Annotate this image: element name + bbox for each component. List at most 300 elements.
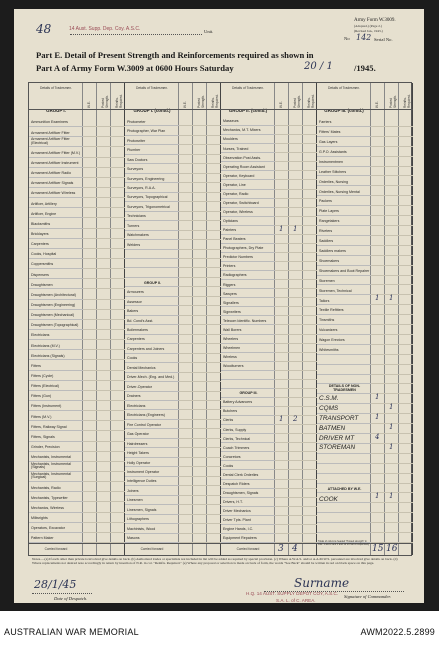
totals-label: Totals of columns headed "Posted strength" in cols. 1 and 2 and 1 and 12 of Part A respectively: [318, 540, 370, 546]
value-row-rule: [83, 400, 125, 401]
trade-row: [221, 144, 275, 153]
group-title: GROUP III. (contd.): [324, 108, 364, 113]
trade-name: Mechanics, M.T. Mixers: [223, 128, 261, 133]
value-row-rule: [371, 146, 413, 147]
trade-row: [317, 226, 371, 236]
trade-name: Fitters (Cycle): [31, 374, 54, 378]
trade-name: Riggers: [223, 282, 236, 287]
value-row-rule: [275, 406, 317, 407]
trade-row: [221, 434, 275, 443]
header-reinfts: Reinfts. Required.: [307, 94, 315, 108]
trade-row: [125, 117, 179, 126]
value-row-rule: [371, 483, 413, 484]
total-value: 15: [372, 544, 384, 554]
trade-row: [317, 305, 371, 315]
trade-name: Fitters, Signals: [31, 434, 55, 439]
value-row-rule: [179, 201, 221, 202]
trade-name: Saddlers makers: [319, 248, 346, 253]
trade-row: [317, 464, 371, 474]
trade-row: [29, 289, 83, 299]
value-row-rule: [275, 125, 317, 126]
trade-row: [221, 135, 275, 144]
trade-name: Leather Stitchers: [319, 169, 347, 174]
value-row-rule: [83, 339, 125, 340]
trade-name: Grinder, Precision: [31, 445, 60, 449]
trade-row: [29, 259, 83, 269]
trade-name: Telecom Identific. Numbers: [223, 318, 267, 323]
trade-row: [125, 268, 179, 277]
trade-row: [317, 503, 371, 513]
cook-we: 1: [375, 492, 380, 501]
trade-row: [125, 212, 179, 221]
value-row-rule: [275, 442, 317, 443]
trade-row: [125, 183, 179, 192]
footnotes: Notes.—(a) If each other than private is involved give details on back. (b) Authorized trades or specialists not included in list will be added as required by special provision. (c) Where A.W.A.S. and/or A.A.M.W.S. personnel are involved give details on back. (d) Where replacements not desired note accordingly in return by insertion of N.R. in col. "Reinfts. Required." (e) Where any proposal or selection is made on back of form, the words "See Back" should be written in red on black space on this page.: [32, 557, 398, 565]
trade-row: [29, 300, 83, 310]
form-issue: (Revised Jan., 1943.): [354, 29, 383, 33]
value-row-rule: [179, 334, 221, 335]
value-row-rule: [275, 297, 317, 298]
trade-name: Dental Mechanics: [127, 365, 156, 370]
header-posted: Posted Strength.: [389, 95, 397, 108]
value-row-rule: [83, 197, 125, 198]
trade-name: Electricians: [127, 403, 146, 408]
value-row-rule: [275, 216, 317, 217]
trade-row: [125, 250, 179, 259]
trade-name: DRIVER MT: [319, 434, 355, 442]
trade-row: [125, 467, 179, 476]
header-we: W.E.: [183, 101, 187, 108]
trade-row: [29, 472, 83, 482]
trade-row: [221, 489, 275, 498]
non-trade-value: 1: [389, 403, 394, 412]
trade-name: GROUP III.: [239, 391, 258, 396]
trade-name: Operating Room Assistant: [223, 164, 265, 169]
value-row-rule: [179, 504, 221, 505]
trade-row: [221, 534, 275, 543]
value-row-rule: [275, 343, 317, 344]
trade-name: Armament Artificer Fitter: [31, 130, 70, 135]
value-row-rule: [371, 136, 413, 137]
trade-name: Orderlies, Nursing: [319, 179, 348, 184]
trade-row: [29, 269, 83, 279]
trade-row: [125, 278, 179, 287]
trade-name: Bricklayers: [31, 232, 49, 236]
trade-name: Opticians: [223, 219, 238, 224]
trade-row: [125, 477, 179, 486]
value-row-rule: [83, 329, 125, 330]
value-row-rule: [179, 457, 221, 458]
value-row-rule: [179, 391, 221, 392]
trade-row: [221, 253, 275, 262]
trade-row: [29, 158, 83, 168]
value-row-rule: [275, 189, 317, 190]
trade-row: [125, 354, 179, 363]
trade-name: CQMS: [319, 404, 339, 412]
trade-row: [221, 262, 275, 271]
header-details-label: Details of Tradesmen.: [135, 86, 169, 90]
value-row-rule: [179, 533, 221, 534]
trade-row: [125, 458, 179, 467]
trade-name: Textile Refitters: [319, 308, 344, 313]
header-posted: Posted Strength.: [197, 95, 205, 108]
value-row-rule: [371, 255, 413, 256]
trade-name: Plumber: [127, 148, 141, 153]
trade-name: Gas Layers: [319, 140, 338, 145]
header-details-label: Details of Tradesmen.: [231, 86, 265, 90]
value-row-rule: [371, 383, 413, 384]
serial-number: 142: [356, 33, 372, 42]
trade-name: Surveyors, Trigonometrical: [127, 204, 170, 209]
despatch-line: [32, 593, 92, 594]
value-row-rule: [371, 235, 413, 236]
trade-name: Fitters (Electrical): [31, 384, 59, 389]
trade-row: [29, 391, 83, 401]
trade-name: Surveyors, Engineering: [127, 176, 165, 181]
trade-name: Cooks: [223, 463, 234, 468]
trade-name: Armament Artificer Instrument: [31, 161, 79, 165]
trade-name: Clerks: [223, 418, 234, 423]
value-row-rule: [275, 152, 317, 153]
trade-name: Masseurs: [223, 119, 239, 124]
value-row-rule: [371, 156, 413, 157]
trade-row: [125, 429, 179, 438]
value-row-rule: [371, 225, 413, 226]
hq-stamp-line-1: H.Q. 14 AUST. SUPPLY DEPOT COY, A.S.C.: [246, 591, 339, 596]
value-row-rule: [371, 304, 413, 305]
trade-name: Surveyors, Topographical: [127, 195, 168, 200]
trade-row: [125, 392, 179, 401]
trade-row: [317, 186, 371, 196]
trade-name: Plate Layers: [319, 209, 339, 214]
value-row-rule: [83, 420, 125, 421]
trade-row: [317, 147, 371, 157]
trade-row: [125, 231, 179, 240]
trade-name: Tinsmiths: [319, 318, 335, 323]
trade-row: [221, 425, 275, 434]
trade-name: Operator, Wireless: [223, 209, 253, 214]
trade-row: [29, 452, 83, 462]
value-row-rule: [179, 400, 221, 401]
value-row-rule: [275, 370, 317, 371]
trade-row: [317, 167, 371, 177]
trade-row: [29, 229, 83, 239]
value-row-rule: [179, 372, 221, 373]
trade-row: [221, 407, 275, 416]
trade-name: G.P.O. Assistants: [319, 149, 347, 154]
value-row-rule: [371, 473, 413, 474]
value-row-rule: [275, 469, 317, 470]
value-row-rule: [179, 277, 221, 278]
trade-name: Operator, Switchboard: [223, 200, 259, 205]
trade-name: Draughtsmen (Architectural): [31, 292, 76, 297]
trade-name: Linesmen: [127, 498, 143, 503]
trade-row: [221, 226, 275, 235]
trade-name: Rangetakers: [319, 219, 340, 224]
trade-row: [29, 513, 83, 523]
trade-row: [317, 206, 371, 216]
trade-row: [221, 507, 275, 516]
value-row-rule: [275, 424, 317, 425]
trade-row: [29, 350, 83, 360]
value-row-rule: [371, 463, 413, 464]
trade-row: [125, 202, 179, 211]
trade-name: Battery Advancers: [223, 400, 253, 405]
header-details-label: Details of Tradesmen.: [327, 86, 361, 90]
trade-name: Cooks: [127, 356, 138, 361]
trade-name: Boilermakers: [127, 328, 148, 333]
trade-name: Wheelers: [223, 336, 239, 341]
trade-name: Photographer, War Plan: [127, 129, 166, 134]
value-row-rule: [179, 485, 221, 486]
header-rule: [317, 109, 413, 110]
trade-row: [221, 325, 275, 334]
value-row-rule: [179, 466, 221, 467]
trade-name: Draughtsmen (Mechanical): [31, 313, 75, 318]
trade-name: Vulcanizers: [319, 328, 338, 333]
value-row-rule: [371, 532, 413, 533]
title-line-2: Part A of Army Form W.3009 at 0600 Hours Saturday: [36, 63, 234, 73]
value-row-rule: [83, 359, 125, 360]
unit-line: [70, 34, 202, 35]
trade-row: [125, 126, 179, 135]
trade-row: [125, 515, 179, 524]
value-row-rule: [371, 502, 413, 503]
trade-name: Pattern Maker: [31, 536, 54, 541]
trade-name: Butchers: [223, 409, 238, 414]
trade-row: [221, 289, 275, 298]
value-row-rule: [275, 306, 317, 307]
trade-name: Drivers, H.T.: [223, 500, 243, 505]
value-row-rule: [179, 286, 221, 287]
value-row-rule: [179, 353, 221, 354]
value-row-rule: [275, 334, 317, 335]
trade-name: Moulders: [223, 137, 238, 142]
trade-row: [29, 239, 83, 249]
value-row-rule: [275, 279, 317, 280]
trade-row: [221, 153, 275, 162]
form-page: [14, 9, 424, 603]
trade-name: Armourers: [127, 290, 144, 295]
trade-row: [221, 452, 275, 461]
trade-name: Masons: [127, 536, 140, 541]
trade-row: [221, 171, 275, 180]
trade-row: [221, 371, 275, 380]
trade-name: Gas Operator: [127, 432, 149, 437]
non-trade-value: 1: [389, 423, 394, 432]
value-row-rule: [83, 248, 125, 249]
value-row-rule: [275, 198, 317, 199]
trade-name: Saw Doctors: [127, 157, 148, 162]
value-row-rule: [275, 488, 317, 489]
trade-name: Coppersmiths: [31, 262, 54, 267]
trade-name: Bd. Cond's Asst.: [127, 318, 154, 323]
value-row-rule: [275, 361, 317, 362]
trade-row: [29, 127, 83, 137]
value-row-rule: [371, 512, 413, 513]
value-row-rule: [275, 379, 317, 380]
trade-row: [221, 280, 275, 289]
trade-name: Driver Mechanics: [223, 509, 251, 514]
non-trade-value: 1: [375, 393, 380, 402]
trade-name: Draughtsmen (Engineering): [31, 303, 76, 307]
trade-row: [221, 344, 275, 353]
trade-name: Dental Clerk Orderlies: [223, 472, 259, 477]
value-row-rule: [179, 438, 221, 439]
value-row-rule: [179, 514, 221, 515]
value-row-rule: [275, 497, 317, 498]
total-value: 16: [386, 544, 398, 554]
value-row-rule: [179, 267, 221, 268]
value-row-rule: [371, 374, 413, 375]
trade-row: [29, 371, 83, 381]
trade-name: Shoemakers: [319, 258, 340, 263]
value-row-rule: [83, 501, 125, 502]
trade-name: Fitters: [31, 363, 41, 368]
value-row-rule: [83, 157, 125, 158]
non-trade-value: 1: [389, 442, 394, 451]
trade-row: [317, 196, 371, 206]
trade-name: Draughtsmen (Topographical): [31, 323, 79, 328]
hq-stamp-line-2: S.A. L. of C. AREA.: [276, 598, 316, 603]
value-row-rule: [179, 239, 221, 240]
trade-row: [29, 137, 83, 147]
title-date: 20 / 1: [304, 61, 333, 72]
trade-name: Instrumentmen: [319, 159, 343, 164]
trade-name: Holly Operator: [127, 460, 151, 465]
group-title: GROUP II. (contd.): [228, 108, 268, 113]
trade-name: Painters: [223, 228, 237, 233]
trade-name: Photometer: [127, 119, 146, 124]
trade-name: Welders: [127, 242, 141, 247]
trade-row: [125, 524, 179, 533]
trade-name: Wagon Erectors: [319, 338, 345, 343]
trade-name: Radiographers: [223, 273, 247, 278]
value-row-rule: [83, 481, 125, 482]
trade-row: [221, 199, 275, 208]
trade-name: Mechanists, Instrumental: [31, 455, 71, 460]
value-row-rule: [179, 495, 221, 496]
trade-name: Wheelmen: [223, 345, 241, 350]
trade-name: Coach Trimmers: [223, 445, 250, 450]
trade-row: [29, 533, 83, 543]
trade-row: [29, 208, 83, 218]
trade-row: [317, 484, 371, 494]
trade-row: [125, 325, 179, 334]
footer-institution: AUSTRALIAN WAR MEMORIAL: [4, 627, 139, 637]
trade-row: [125, 164, 179, 173]
trade-name: Riveters: [319, 229, 333, 234]
cook-posted: 1: [389, 492, 394, 501]
trade-name: Operator, Line: [223, 182, 246, 187]
trade-name: Woodturners: [223, 364, 244, 369]
trade-name: GROUP II.: [143, 280, 162, 285]
group-title: GROUP I.: [46, 108, 66, 113]
value-row-rule: [179, 182, 221, 183]
trade-row: [317, 404, 371, 414]
value-row-rule: [179, 409, 221, 410]
trade-row: [125, 287, 179, 296]
trade-name: Fitters, Railway Signal: [31, 424, 67, 429]
header-rule: [29, 109, 125, 110]
value-row-rule: [371, 284, 413, 285]
trade-row: [125, 240, 179, 249]
clerks-we: 1: [279, 415, 284, 424]
non-trade-value: 1: [375, 413, 380, 422]
unit-label: Unit.: [204, 29, 214, 34]
value-row-rule: [371, 324, 413, 325]
trade-name: Technicians: [127, 214, 146, 219]
value-row-rule: [179, 220, 221, 221]
value-row-rule: [179, 305, 221, 306]
value-row-rule: [275, 451, 317, 452]
trade-row: [317, 444, 371, 454]
carried-forward-value: 4: [292, 544, 298, 554]
trade-row: [221, 126, 275, 135]
trade-row: [317, 216, 371, 226]
value-row-rule: [275, 524, 317, 525]
trade-name: Storemen, Technical: [319, 288, 352, 293]
trade-name: Artificer, Artillery: [31, 201, 57, 206]
trade-row: [221, 162, 275, 171]
form-name: Army Form W.3009.: [354, 18, 396, 23]
header-we: W.E.: [375, 101, 379, 108]
value-row-rule: [83, 146, 125, 147]
trade-row: [317, 384, 371, 394]
value-row-rule: [275, 506, 317, 507]
trade-name: Watchmakers: [127, 233, 149, 238]
trade-name: Operators, Excavator: [31, 526, 65, 531]
value-row-rule: [83, 522, 125, 523]
trade-name: STOREMAN: [319, 444, 356, 452]
tailors-posted: 1: [389, 294, 394, 303]
value-row-rule: [179, 211, 221, 212]
value-row-rule: [83, 512, 125, 513]
trade-name: Farriers: [319, 120, 332, 125]
trade-name: Predictor Numbers: [223, 255, 253, 260]
trade-row: [125, 420, 179, 429]
trade-name: Saddlers: [319, 239, 334, 244]
trade-row: [221, 271, 275, 280]
value-row-rule: [371, 215, 413, 216]
signature-label: Signature of Commander.: [344, 594, 391, 599]
trade-name: Sawyers: [223, 291, 237, 296]
value-row-rule: [275, 433, 317, 434]
value-row-rule: [275, 479, 317, 480]
trade-name: Shoemakers and Boot Repairer: [319, 268, 370, 273]
trade-name: Mechanists, Instrumental (Surgical): [31, 472, 71, 480]
trade-row: [29, 218, 83, 228]
trade-name: Fitters (Gun): [31, 394, 52, 399]
trade-name: Mechanists, Typewriter: [31, 495, 68, 500]
clerks-posted: 2: [293, 415, 298, 424]
trade-row: [317, 434, 371, 444]
value-row-rule: [275, 515, 317, 516]
serial-prefix: No: [344, 36, 350, 41]
carried-forward-label: Carried forward: [236, 547, 260, 551]
value-row-rule: [179, 523, 221, 524]
trade-name: Lithographers: [127, 517, 149, 522]
value-row-rule: [83, 441, 125, 442]
trade-row: [29, 401, 83, 411]
trade-row: [317, 176, 371, 186]
trade-name: Linesmen, Signals: [127, 507, 157, 512]
trade-name: Fitters' Mates: [319, 130, 341, 135]
trade-name: ATTACHED BY W.E.: [327, 486, 362, 491]
value-row-rule: [179, 296, 221, 297]
value-row-rule: [83, 177, 125, 178]
trade-row: [317, 424, 371, 434]
